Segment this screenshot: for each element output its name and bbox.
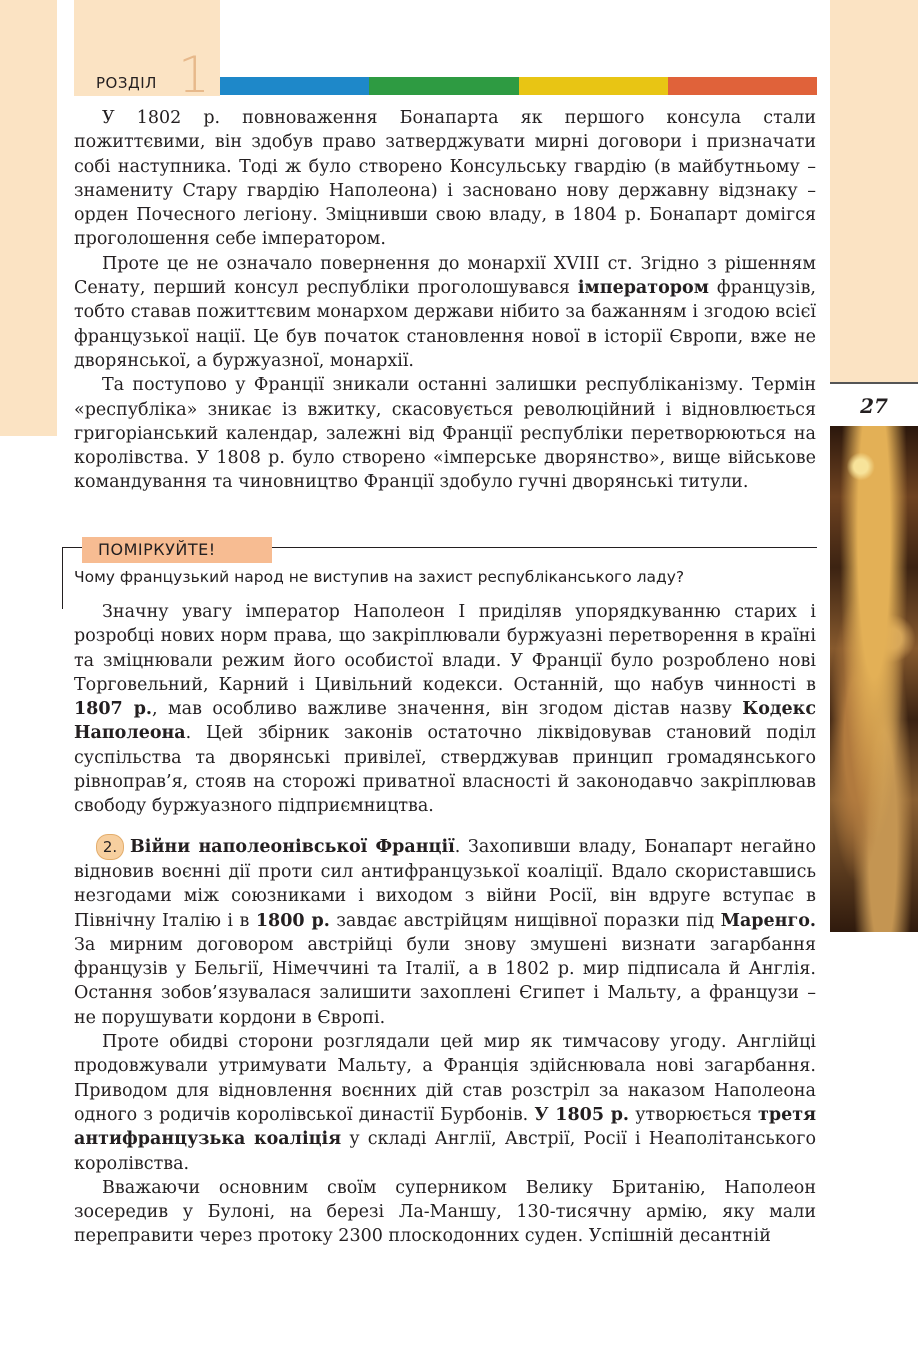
- term-1805: У 1805 р.: [534, 1104, 630, 1125]
- side-strip: [830, 0, 918, 382]
- paragraph-1: У 1802 р. повноваження Бонапарта як першого консула стали пожиттєвими, він здобув право затверджувати мирні договори і призначати собі наступника. Тоді ж було створено Консульську гвардію (в майбутньому – знамениту Стару гвардію Наполеона) і засновано нову державну відзнаку – орден Почесного легіону. Зміцнивши свою владу, в 1804 р. Бонапарт домігся проголошення себе імператором.: [74, 108, 816, 250]
- text-span: завдає австрійцям нищівної поразки під: [329, 910, 721, 931]
- page-number: 27: [860, 394, 888, 418]
- text-span: Проте це не означало повернення до монархії XVIII ст. Згідно з рішенням Сенату, перший консул республіки проголошувався: [74, 253, 816, 299]
- text-span: Проте обидві сторони розглядали цей мир як тимчасову угоду. Англійці продовжували утримувати Мальту, а Франція здійснювала нові загарбання. Приводом для відновлення воєнних дій став розстріл за наказом Наполеона одного з родичів королівської династії Бурбонів.: [74, 1032, 816, 1125]
- text-span: , мав особливо важливе значення, він згодом дістав назву: [152, 699, 743, 720]
- paragraph-5: [74, 834, 816, 1030]
- text-span: . Цей збірник законів остаточно ліквідовував становий поділ суспільства та дворянські привілеї, стверджував принцип громадянського рівноправ’я, стояв на сторожі приватної власності й законодавчо закріплював свободу буржуазного підприємництва.: [74, 723, 816, 817]
- text-block-2: [74, 600, 816, 819]
- paragraph-3: Та поступово у Франції зникали останні залишки республіканізму. Термін «республіка» зникає із вжитку, скасовується революційний і відновлюється григоріанський календар, залежні від Франції республіки перетворюються на королівства. У 1808 р. було створено «імперське дворянство», вище військове командування та чиновництво Франції здобуло гучні дворянські титули.: [74, 375, 816, 493]
- text-span: у складі Англії, Австрії, Росії і Неаполітанського королівства.: [74, 1129, 816, 1174]
- term-1800: 1800 р.: [255, 910, 330, 931]
- text-span: Значну увагу імператор Наполеон I приділяв упорядкуванню старих і розробці нових норм права, що закріплювали буржуазні перетворення в країні та зміцнювали режим його особистої влади. У Франції було розроблено нові Торговельний, Карний і Цивільний кодекси. Останній, що набув чинності в: [74, 602, 816, 695]
- text-span: . Захопивши владу, Бонапарт негайно відновив воєнні дії проти сил антифранцузької коаліції. Вдало скориставшись незгодами між союзниками і виходом з війни Росії, він вдруге вступає в Північну Італію і в: [74, 837, 816, 931]
- color-bar-green: [369, 77, 518, 95]
- section-number-badge: 2.: [96, 834, 124, 860]
- section-label: РОЗДІЛ: [96, 74, 157, 92]
- text-block-1: [74, 106, 816, 495]
- left-margin-tab: [0, 0, 57, 436]
- side-rule: [830, 382, 918, 384]
- paragraph-4: [74, 600, 816, 819]
- term-third-coalition: третя антифранцузька коаліція: [74, 1104, 817, 1150]
- term-napoleonic-code: Кодекс Наполеона: [74, 699, 816, 744]
- text-span: утворюється: [629, 1104, 759, 1125]
- color-bar: [220, 77, 817, 95]
- color-bar-yellow: [519, 77, 668, 95]
- term-marengo: Маренго.: [720, 910, 816, 931]
- term-emperor: імператором: [577, 278, 709, 299]
- think-frame-corner: [62, 547, 82, 548]
- palace-interior-image: [830, 426, 918, 932]
- term-1807: 1807 р.: [74, 699, 153, 720]
- text-span: За мирним договором австрійці були знову змушені визнати загарбання французів у Бельгії, Німеччині та Італії, а в 1802 р. мир підписала й Англія. Остання зобов’язувалася залишити захоплені Єгипет і Мальту, а французи – не порушувати кордони в Європі.: [74, 934, 816, 1028]
- paragraph-2: [74, 252, 816, 373]
- text-span: французів, тобто ставав пожиттєвим монархом держави нібито за бажанням і згодою всієї французької нації. Це був початок становлення нової в історії Європи, вже не дворянської, а буржуазної, монархії.: [74, 278, 816, 371]
- text-block-3: [74, 834, 816, 1249]
- think-frame-line: [272, 547, 817, 548]
- color-bar-blue: [220, 77, 369, 95]
- paragraph-7: Вважаючи основним своїм суперником Велику Британію, Наполеон зосередив у Булоні, на березі Ла-Маншу, 130-тисячну армію, яку мали переправити через протоку 2300 плоскодонних суден. Успішній десантній: [74, 1177, 816, 1247]
- section-number: 1: [178, 46, 210, 104]
- section-title: Війни наполеонівської Франції: [130, 837, 455, 857]
- think-question: Чому французький народ не виступив на захист республіканського ладу?: [74, 568, 685, 586]
- think-label: ПОМІРКУЙТЕ!: [82, 537, 272, 563]
- color-bar-red: [668, 77, 817, 95]
- think-frame-vertical: [62, 547, 63, 609]
- paragraph-6: [74, 1030, 816, 1176]
